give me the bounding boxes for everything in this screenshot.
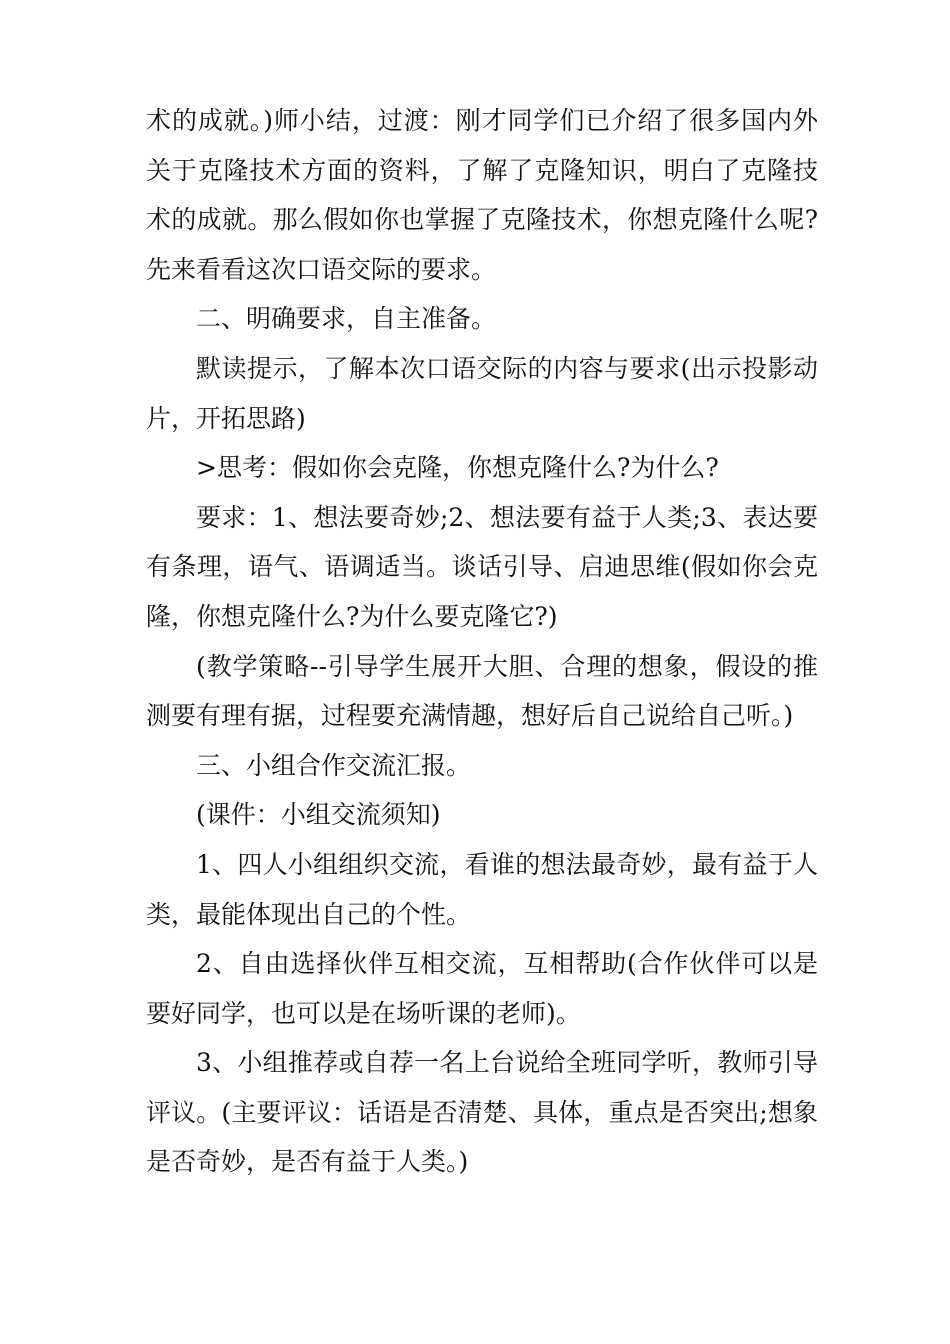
paragraph: 2、自由选择伙伴互相交流，互相帮助(合作伙伴可以是要好同学，也可以是在场听课的老师)。 (146, 949, 818, 1028)
paragraph: 术的成就。)师小结，过渡：刚才同学们已介绍了很多国内外关于克隆技术方面的资料，了解了克隆知识，明白了克隆技术的成就。那么假如你也掌握了克隆技术，你想克隆什么呢?先来看看这次口语交际的要求。 (146, 106, 818, 284)
paragraph: 三、小组合作交流汇报。 (196, 750, 472, 780)
paragraph: 默读提示，了解本次口语交际的内容与要求(出示投影动片，开拓思路) (146, 353, 818, 433)
paragraph: >思考：假如你会克隆，你想克隆什么?为什么? (196, 453, 719, 483)
paragraph: 1、四人小组组织交流，看谁的想法最奇妙，最有益于人类，最能体现出自己的个性。 (146, 849, 818, 929)
paragraph: (课件：小组交流须知) (196, 800, 441, 830)
document-body (146, 96, 818, 1187)
paragraph: 3、小组推荐或自荐一名上台说给全班同学听，教师引导评议。(主要评议：话语是否清楚、具体，重点是否突出;想象是否奇妙，是否有益于人类。) (146, 1048, 818, 1177)
paragraph: 二、明确要求，自主准备。 (196, 304, 497, 334)
paragraph: (教学策略--引导学生展开大胆、合理的想象，假设的推测要有理有据，过程要充满情趣，想好后自己说给自己听。) (146, 651, 818, 731)
paragraph: 要求：1、想法要奇妙;2、想法要有益于人类;3、表达要有条理，语气、语调适当。谈话引导、启迪思维(假如你会克隆，你想克隆什么?为什么要克隆它?) (146, 502, 818, 631)
